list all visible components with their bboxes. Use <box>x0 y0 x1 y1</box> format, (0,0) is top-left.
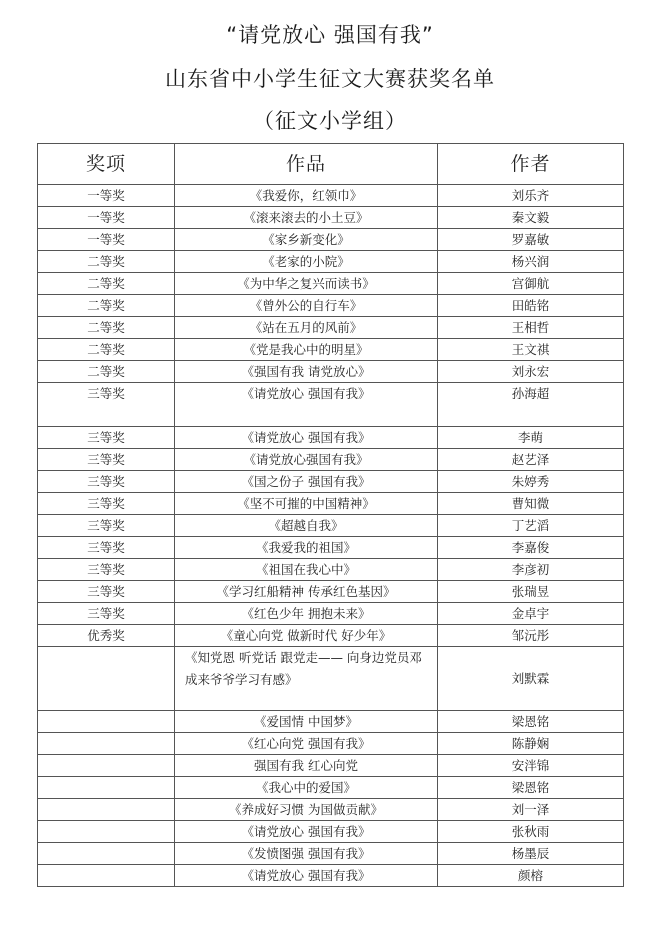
work-cell: 《学习红船精神 传承红色基因》 <box>175 581 438 603</box>
table-row <box>38 865 624 887</box>
award-cell <box>38 777 175 799</box>
work-cell: 《祖国在我心中》 <box>175 559 438 581</box>
work-cell: 《请党放心 强国有我》 <box>175 865 438 887</box>
award-cell <box>38 711 175 733</box>
award-cell <box>38 799 175 821</box>
award-cell: 三等奖 <box>38 537 175 559</box>
work-cell: 《国之份子 强国有我》 <box>175 471 438 493</box>
author-cell: 王文祺 <box>438 339 624 361</box>
work-cell: 《我爱你，红领巾》 <box>175 185 438 207</box>
award-cell: 三等奖 <box>38 383 175 427</box>
table-row <box>38 317 624 339</box>
work-cell: 《红色少年 拥抱未来》 <box>175 603 438 625</box>
table-row <box>38 799 624 821</box>
table-row <box>38 471 624 493</box>
award-cell <box>38 843 175 865</box>
award-cell: 优秀奖 <box>38 625 175 647</box>
author-cell: 张瑞昱 <box>438 581 624 603</box>
award-cell: 二等奖 <box>38 295 175 317</box>
work-cell: 《老家的小院》 <box>175 251 438 273</box>
award-cell: 一等奖 <box>38 185 175 207</box>
table-row <box>38 493 624 515</box>
table-row <box>38 361 624 383</box>
table-row <box>38 711 624 733</box>
table-header-row <box>38 144 624 185</box>
award-cell: 三等奖 <box>38 471 175 493</box>
work-cell: 《曾外公的自行车》 <box>175 295 438 317</box>
table-row <box>38 427 624 449</box>
author-cell: 宫御航 <box>438 273 624 295</box>
author-cell: 罗嘉敏 <box>438 229 624 251</box>
table-row <box>38 733 624 755</box>
author-cell: 秦文毅 <box>438 207 624 229</box>
work-cell: 《爱国情 中国梦》 <box>175 711 438 733</box>
table-row <box>38 449 624 471</box>
award-cell <box>38 865 175 887</box>
award-cell <box>38 821 175 843</box>
award-cell <box>38 733 175 755</box>
author-cell: 梁恩铭 <box>438 711 624 733</box>
award-cell: 二等奖 <box>38 317 175 339</box>
award-cell: 一等奖 <box>38 229 175 251</box>
award-cell <box>38 755 175 777</box>
work-cell: 《站在五月的风前》 <box>175 317 438 339</box>
work-cell: 《为中华之复兴而读书》 <box>175 273 438 295</box>
work-cell: 《党是我心中的明星》 <box>175 339 438 361</box>
table-row <box>38 625 624 647</box>
work-cell: 《请党放心 强国有我》 <box>175 821 438 843</box>
award-cell <box>38 647 175 711</box>
table-row <box>38 843 624 865</box>
author-cell: 梁恩铭 <box>438 777 624 799</box>
award-cell: 三等奖 <box>38 427 175 449</box>
author-cell: 张秋雨 <box>438 821 624 843</box>
author-cell: 曹知微 <box>438 493 624 515</box>
award-cell: 三等奖 <box>38 493 175 515</box>
award-cell: 二等奖 <box>38 339 175 361</box>
header-award: 奖项 <box>38 144 175 185</box>
author-cell: 朱婷秀 <box>438 471 624 493</box>
award-table <box>37 143 624 887</box>
work-cell: 《请党放心 强国有我》 <box>175 427 438 449</box>
award-cell: 三等奖 <box>38 515 175 537</box>
award-cell: 二等奖 <box>38 273 175 295</box>
work-cell: 《我心中的爱国》 <box>175 777 438 799</box>
author-cell: 颜榕 <box>438 865 624 887</box>
author-cell: 丁艺滔 <box>438 515 624 537</box>
work-cell: 《童心向党 做新时代 好少年》 <box>175 625 438 647</box>
work-cell: 《坚不可摧的中国精神》 <box>175 493 438 515</box>
author-cell: 邹沅彤 <box>438 625 624 647</box>
work-cell: 强国有我 红心向党 <box>175 755 438 777</box>
title-slogan: “请党放心 强国有我” <box>226 23 434 47</box>
work-cell: 《强国有我 请党放心》 <box>175 361 438 383</box>
author-cell: 李嘉俊 <box>438 537 624 559</box>
award-cell: 三等奖 <box>38 581 175 603</box>
author-cell: 田皓铭 <box>438 295 624 317</box>
table-row <box>38 755 624 777</box>
table-row <box>38 777 624 799</box>
work-cell: 《滚来滚去的小土豆》 <box>175 207 438 229</box>
header-work: 作品 <box>175 144 438 185</box>
author-cell: 李萌 <box>438 427 624 449</box>
work-cell: 《家乡新变化》 <box>175 229 438 251</box>
table-row <box>38 383 624 427</box>
author-cell: 杨兴润 <box>438 251 624 273</box>
author-cell: 王相哲 <box>438 317 624 339</box>
table-row <box>38 603 624 625</box>
author-cell: 刘默霖 <box>438 647 624 711</box>
work-cell: 《红心向党 强国有我》 <box>175 733 438 755</box>
author-cell: 刘一泽 <box>438 799 624 821</box>
work-cell: 《我爱我的祖国》 <box>175 537 438 559</box>
author-cell: 刘乐齐 <box>438 185 624 207</box>
author-cell: 赵艺泽 <box>438 449 624 471</box>
author-cell: 杨墨辰 <box>438 843 624 865</box>
title-main: 山东省中小学生征文大赛获奖名单 <box>165 67 495 91</box>
table-row <box>38 647 624 711</box>
author-cell: 李彦初 <box>438 559 624 581</box>
table-row <box>38 515 624 537</box>
author-cell: 孙海超 <box>438 383 624 427</box>
table-row <box>38 229 624 251</box>
work-cell: 《请党放心强国有我》 <box>175 449 438 471</box>
table-row <box>38 251 624 273</box>
table-row <box>38 207 624 229</box>
award-cell: 三等奖 <box>38 603 175 625</box>
work-cell: 《养成好习惯 为国做贡献》 <box>175 799 438 821</box>
award-cell: 一等奖 <box>38 207 175 229</box>
table-row <box>38 581 624 603</box>
award-cell: 二等奖 <box>38 251 175 273</box>
table-row <box>38 821 624 843</box>
author-cell: 安泮锦 <box>438 755 624 777</box>
table-row <box>38 339 624 361</box>
award-cell: 三等奖 <box>38 449 175 471</box>
award-cell: 二等奖 <box>38 361 175 383</box>
table-row <box>38 273 624 295</box>
table-row <box>38 559 624 581</box>
work-cell: 《知党恩 听党话 跟党走—— 向身边党员邓成来爷爷学习有感》 <box>175 647 438 711</box>
work-cell: 《发愤图强 强国有我》 <box>175 843 438 865</box>
author-cell: 金卓宇 <box>438 603 624 625</box>
title-group: （征文小学组） <box>253 109 407 133</box>
table-row <box>38 295 624 317</box>
work-cell: 《请党放心 强国有我》 <box>175 383 438 427</box>
work-cell: 《超越自我》 <box>175 515 438 537</box>
header-author: 作者 <box>438 144 624 185</box>
author-cell: 刘永宏 <box>438 361 624 383</box>
award-cell: 三等奖 <box>38 559 175 581</box>
table-row <box>38 185 624 207</box>
author-cell: 陈静娴 <box>438 733 624 755</box>
table-row <box>38 537 624 559</box>
